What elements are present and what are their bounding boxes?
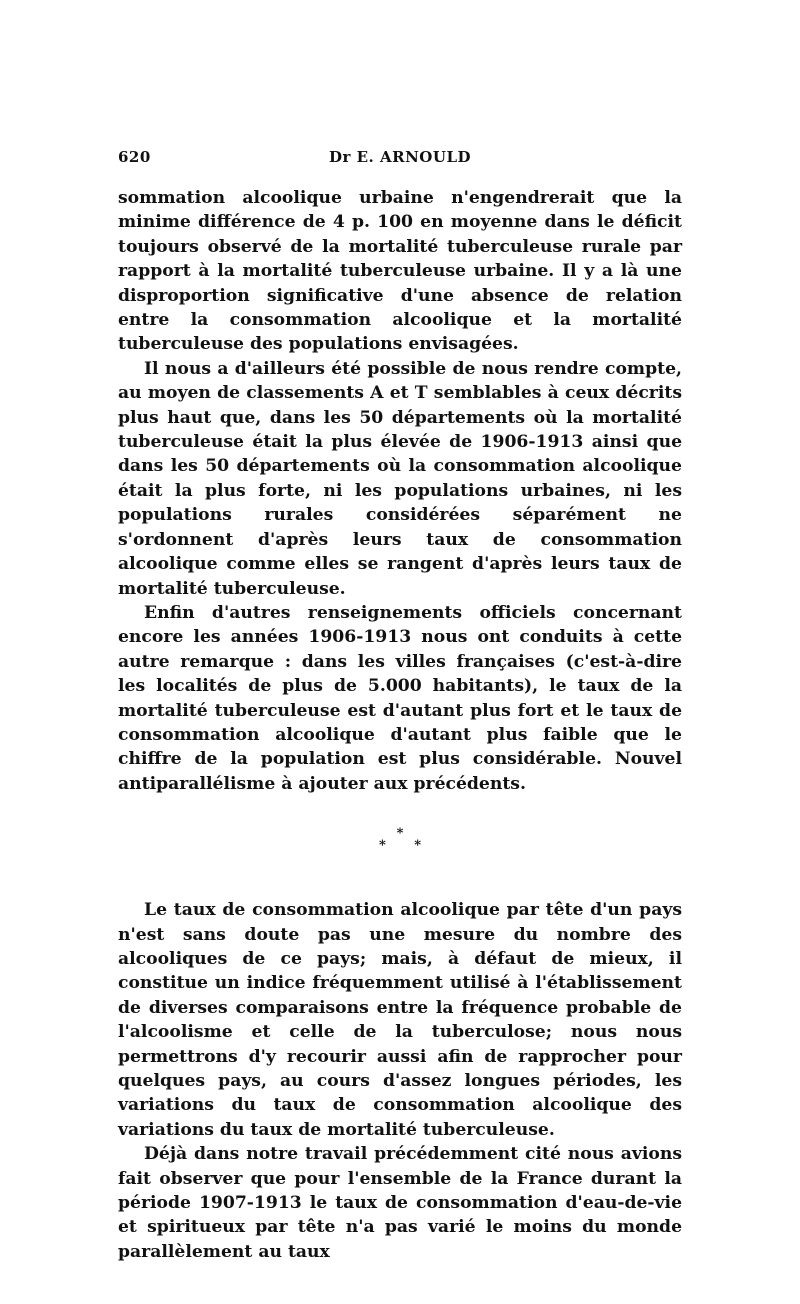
paragraph-renseignements: Enfin d'autres renseignements officiels concernant encore les années 1906-1913 nous ont conduits à cette autre remarque : dans les villes françaises (c'est-à-dire les localités de plus de 5.000 habitants), le taux de la mortalité tuberculeuse est d'autant plus fort et le taux de consommation alcoolique d'autant plus faible que le chiffre de la population est plus considérable. Nouvel antiparallélisme à ajouter aux précédents. [118, 602, 682, 794]
book-page [118, 148, 682, 1264]
paragraph-travail-precedent: Déjà dans notre travail précédemment cité nous avions fait observer que pour l'ensemble de la France durant la période 1907-1913 le taux de consommation d'eau-de-vie et spiritueux par tête n'a pas varié le moins du monde parallèlement au taux [118, 1144, 682, 1262]
asterism-top-star: * [396, 826, 404, 842]
paragraph-classements: Il nous a d'ailleurs été possible de nous rendre compte, au moyen de classements A et T semblables à ceux décrits plus haut que, dans les 50 départements où la mortalité tuberculeuse était la plus élevée de 1906-1913 ainsi que dans les 50 départements où la consommation alcoolique était la plus forte, ni les populations urbaines, ni les populations rurales considérées séparément ne s'ordonnent d'après leurs taux de consommation alcoolique comme elles se rangent d'après leurs taux de mortalité tuberculeuse. [118, 358, 682, 599]
page-number: 620 [118, 148, 151, 166]
header-author: Dr E. ARNOULD [328, 148, 472, 166]
paragraph-continuation: sommation alcoolique urbaine n'engendrerait que la minime différence de 4 p. 100 en moyenne dans le déficit toujours observé de la mortalité tuberculeuse rurale par rapport à la mortalité tuberculeuse urbaine. Il y a là une disproportion significative d'une absence de relation entre la consommation alcoolique et la mortalité tuberculeuse des populations envisagées. [118, 188, 682, 355]
body-text [118, 186, 682, 1264]
paragraph-taux-consommation: Le taux de consommation alcoolique par tête d'un pays n'est sans doute pas une mesure du nombre des alcooliques de ce pays; mais, à défaut de mieux, il constitue un indice fréquemment utilisé à l'établissement de diverses comparaisons entre la fréquence probable de l'alcoolisme et celle de la tuberculose; nous nous permettrons d'y recourir aussi afin de rapprocher pour quelques pays, au cours d'assez longues périodes, les variations du taux de consommation alcoolique des variations du taux de mortalité tuberculeuse. [118, 900, 682, 1140]
asterism-bottom-stars: * * [378, 838, 434, 854]
running-head [118, 148, 682, 172]
section-break-asterism [118, 810, 682, 894]
